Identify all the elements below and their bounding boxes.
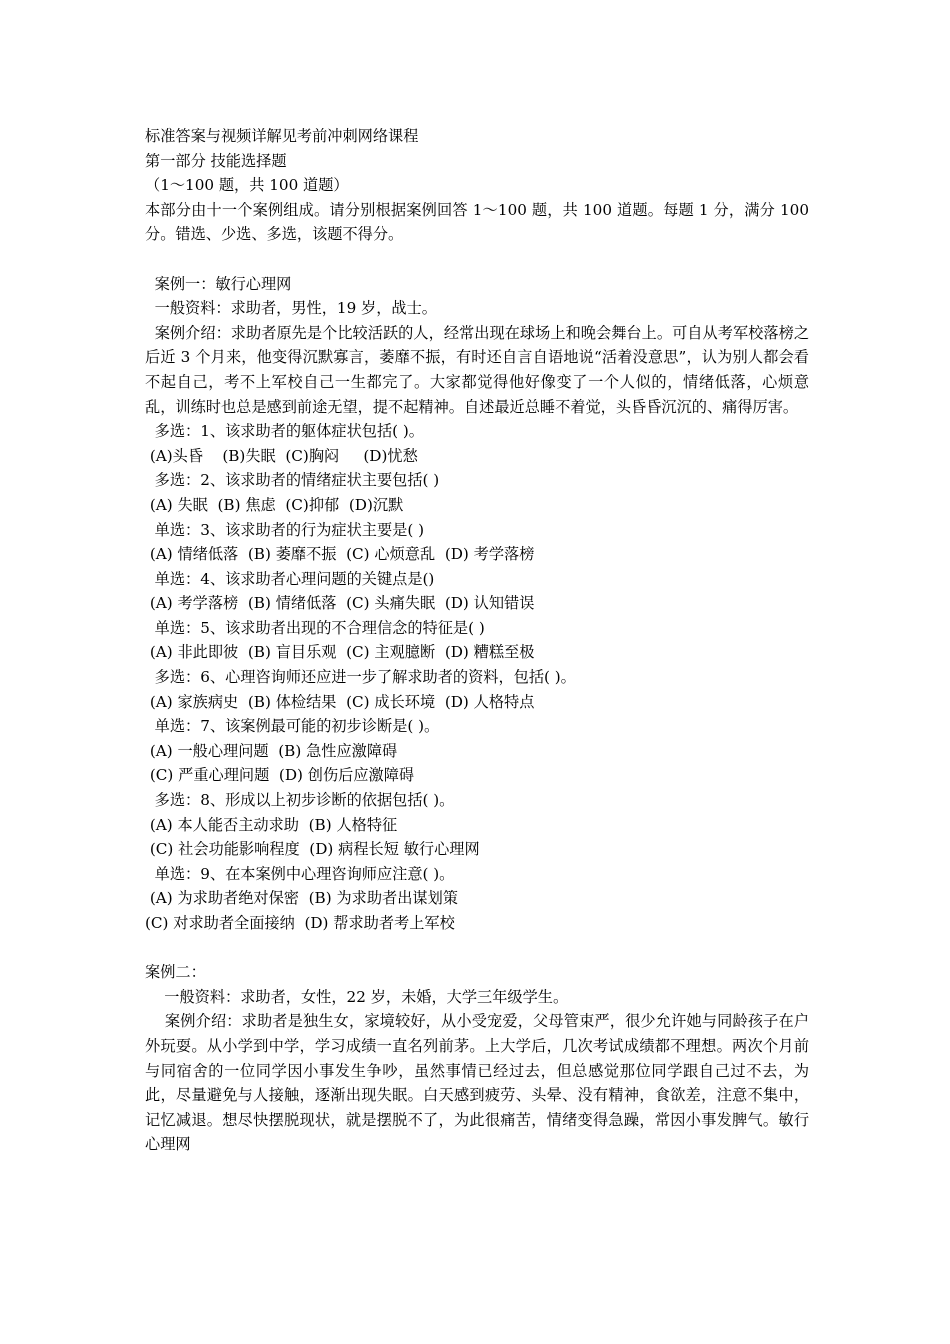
case2-introduction: 案例介绍：求助者是独生女，家境较好，从小受宠爱，父母管束严，很少允许她与同龄孩子在户外玩耍。从小学到中学，学习成绩一直名列前茅。上大学后，几次考试成绩都不理想。两次个月前与同宿舍的一位同学因小事发生争吵，虽然事情已经过去，但总感觉那位同学跟自己过不去，为此，尽量避免与人接触，逐渐出现失眠。白天感到疲劳、头晕、没有精神，食欲差，注意不集中，记忆减退。想尽快摆脱现状，就是摆脱不了，为此很痛苦，情绪变得急躁，常因小事发脾气。敏行心理网 bbox=[145, 1012, 810, 1154]
options-line: (A) 为求助者绝对保密 (B) 为求助者出谋划策 bbox=[145, 889, 458, 908]
options-line: (A) 失眠 (B) 焦虑 (C)抑郁 (D)沉默 bbox=[145, 495, 404, 514]
options-line: (C) 严重心理问题 (D) 创伤后应激障碍 bbox=[145, 766, 415, 785]
options-line: (A) 非此即彼 (B) 盲目乐观 (C) 主观臆断 (D) 糟糕至极 bbox=[145, 643, 535, 662]
case1-introduction: 案例介绍：求助者原先是个比较活跃的人，经常出现在球场上和晚会舞台上。可自从考军校落榜之后近 3 个月来，他变得沉默寡言，萎靡不振，有时还自言自语地说“活着没意思”，认为别人都会看不起自己，考不上军校自己一生都完了。大家都觉得他好像变了一个人似的，情绪低落，心烦意乱，训练时也总是感到前途无望，提不起精神。自述最近总睡不着觉，头昏昏沉沉的、痛得厉害。 bbox=[145, 323, 810, 416]
options-line: (A) 家族病史 (B) 体检结果 (C) 成长环境 (D) 人格特点 bbox=[145, 692, 535, 711]
question-line: 单选：9、在本案例中心理咨询师应注意( )。 bbox=[145, 864, 455, 883]
question-line: 单选：5、该求助者出现的不合理信念的特征是( ) bbox=[145, 618, 485, 637]
document-page bbox=[145, 124, 809, 1157]
instructions: 本部分由十一个案例组成。请分别根据案例回答 1～100 题，共 100 道题。每题 1 分，满分 100 分。错选、少选、多选，该题不得分。 bbox=[145, 200, 809, 244]
question-line: 多选：1、该求助者的躯体症状包括( )。 bbox=[145, 422, 424, 441]
case2-title: 案例二： bbox=[145, 963, 206, 982]
section-heading: 第一部分 技能选择题 bbox=[145, 151, 287, 170]
question-line: 单选：3、该求助者的行为症状主要是( ) bbox=[145, 520, 424, 539]
question-line: 单选：4、该求助者心理问题的关键点是() bbox=[145, 569, 435, 588]
document-title: 标准答案与视频详解见考前冲刺网络课程 bbox=[145, 127, 419, 145]
case2-general-info: 一般资料：求助者，女性，22 岁，未婚，大学三年级学生。 bbox=[145, 987, 569, 1006]
case1-title: 案例一：敏行心理网 bbox=[145, 274, 292, 293]
options-line: (A) 考学落榜 (B) 情绪低落 (C) 头痛失眠 (D) 认知错误 bbox=[145, 594, 535, 613]
question-range: （1～100 题，共 100 道题） bbox=[145, 176, 349, 195]
question-line: 多选：8、形成以上初步诊断的依据包括( )。 bbox=[145, 791, 455, 810]
options-line: (C) 对求助者全面接纳 (D) 帮求助者考上军校 bbox=[145, 914, 455, 932]
question-line: 多选：6、心理咨询师还应进一步了解求助者的资料，包括( )。 bbox=[145, 668, 576, 687]
question-line: 多选：2、该求助者的情绪症状主要包括( ) bbox=[145, 471, 440, 490]
question-line: 单选：7、该案例最可能的初步诊断是( )。 bbox=[145, 717, 440, 736]
spacer bbox=[145, 936, 809, 961]
options-line: (C) 社会功能影响程度 (D) 病程长短 敏行心理网 bbox=[145, 840, 480, 859]
options-line: (A)头昏 (B)失眠 (C)胸闷 (D)忧愁 bbox=[145, 446, 418, 465]
options-line: (A) 本人能否主动求助 (B) 人格特征 bbox=[145, 815, 398, 834]
spacer bbox=[145, 247, 809, 272]
options-line: (A) 情绪低落 (B) 萎靡不振 (C) 心烦意乱 (D) 考学落榜 bbox=[145, 545, 535, 564]
case1-general-info: 一般资料：求助者，男性，19 岁，战士。 bbox=[145, 299, 437, 318]
options-line: (A) 一般心理问题 (B) 急性应激障碍 bbox=[145, 741, 398, 760]
